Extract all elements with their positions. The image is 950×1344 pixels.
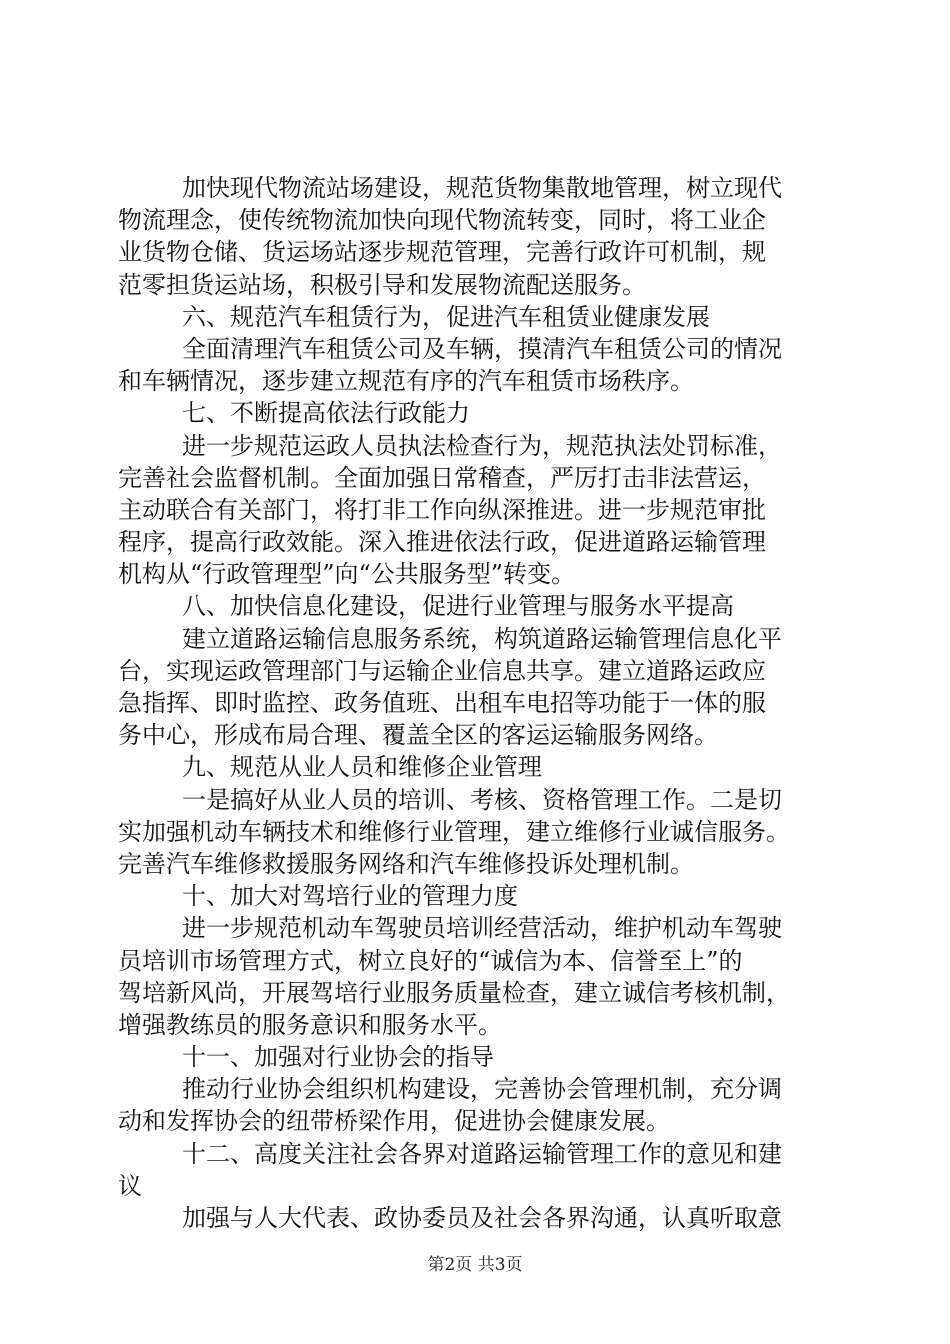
text-line: 全面清理汽车租赁公司及车辆，摸清汽车租赁公司的情况 <box>182 334 782 363</box>
text-line: 议 <box>118 1171 142 1200</box>
text-line: 程序，提高行政效能。深入推进依法行政，促进道路运输管理 <box>118 528 766 557</box>
text-line: 增强教练员的服务意识和服务水平。 <box>118 1010 502 1039</box>
text-line: 动和发挥协会的纽带桥梁作用，促进协会健康发展。 <box>118 1107 670 1136</box>
text-line: 急指挥、即时监控、政务值班、出租车电招等功能于一体的服 <box>118 689 766 717</box>
text-line: 八、加快信息化建设，促进行业管理与服务水平提高 <box>182 592 734 621</box>
text-line: 机构从“行政管理型”向“公共服务型”转变。 <box>118 560 576 589</box>
text-line: 业货物仓储、货运场站逐步规范管理，完善行政许可机制，规 <box>118 238 766 267</box>
text-line: 六、规范汽车租赁行为，促进汽车租赁业健康发展 <box>182 302 710 331</box>
text-line: 十一、加强对行业协会的指导 <box>182 1043 494 1072</box>
text-line: 驾培新风尚，开展驾培行业服务质量检查，建立诚信考核机制， <box>118 978 790 1007</box>
text-line: 推动行业协会组织机构建设，完善协会管理机制，充分调 <box>182 1075 782 1104</box>
text-line: 完善社会监督机制。全面加强日常稽查，严厉打击非法营运， <box>118 463 766 492</box>
text-line: 九、规范从业人员和维修企业管理 <box>182 753 542 782</box>
page-footer: 第2页 共3页 <box>427 1255 523 1275</box>
text-line: 物流理念，使传统物流加快向现代物流转变，同时，将工业企 <box>118 206 766 235</box>
text-line: 主动联合有关部门，将打非工作向纵深推进。进一步规范审批 <box>118 495 766 524</box>
text-line: 和车辆情况，逐步建立规范有序的汽车租赁市场秩序。 <box>118 367 694 396</box>
text-line: 完善汽车维修救援服务网络和汽车维修投诉处理机制。 <box>118 849 694 878</box>
text-line: 十、加大对驾培行业的管理力度 <box>182 882 518 911</box>
text-line: 进一步规范机动车驾驶员培训经营活动，维护机动车驾驶 <box>182 914 782 943</box>
text-line: 建立道路运输信息服务系统，构筑道路运输管理信息化平 <box>182 624 782 653</box>
document-body <box>118 172 838 1234</box>
text-line: 七、不断提高依法行政能力 <box>182 399 470 428</box>
text-line: 员培训市场管理方式，树立良好的“诚信为本、信誉至上”的 <box>118 946 743 975</box>
text-line: 台，实现运政管理部门与运输企业信息共享。建立道路运政应 <box>118 656 766 685</box>
text-line: 加强与人大代表、政协委员及社会各界沟通，认真听取意 <box>182 1204 782 1232</box>
text-line: 实加强机动车辆技术和维修行业管理，建立维修行业诚信服务。 <box>118 817 790 846</box>
text-line: 进一步规范运政人员执法检查行为，规范执法处罚标准， <box>182 431 782 460</box>
text-line: 一是搞好从业人员的培训、考核、资格管理工作。二是切 <box>182 785 782 814</box>
text-line: 加快现代物流站场建设，规范货物集散地管理，树立现代 <box>182 174 782 202</box>
text-line: 十二、高度关注社会各界对道路运输管理工作的意见和建 <box>182 1139 782 1168</box>
text-line: 务中心，形成布局合理、覆盖全区的客运运输服务网络。 <box>118 721 718 750</box>
text-line: 范零担货运站场，积极引导和发展物流配送服务。 <box>118 270 646 299</box>
